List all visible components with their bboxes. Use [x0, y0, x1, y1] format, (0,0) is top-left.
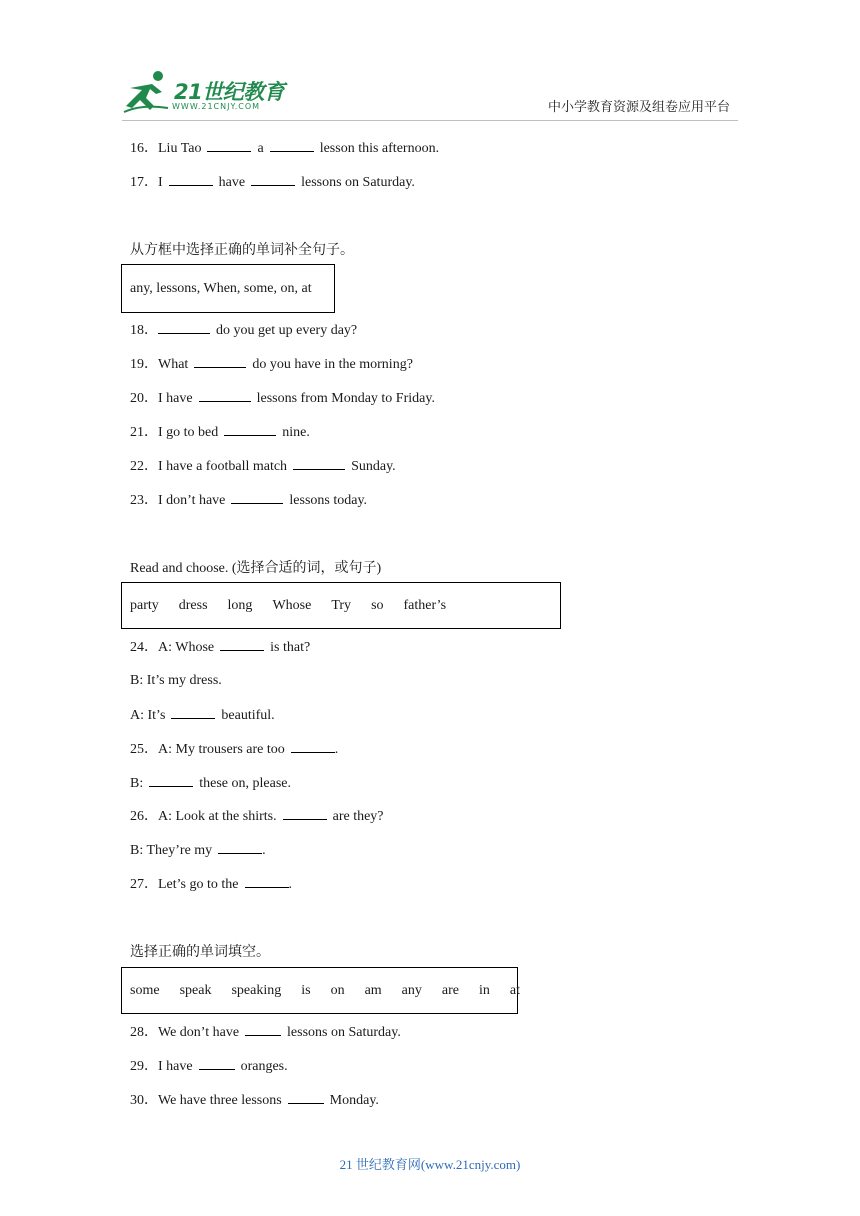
blank[interactable] — [293, 457, 345, 470]
logo-text: 21世纪教育 — [174, 80, 285, 104]
blank[interactable] — [224, 423, 276, 436]
blank[interactable] — [158, 321, 210, 334]
blank[interactable] — [251, 173, 295, 186]
blank[interactable] — [169, 173, 213, 186]
blank[interactable] — [220, 638, 264, 651]
question-30: 30．We have three lessons Monday. — [130, 1093, 379, 1108]
logo-url: WWW.21CNJY.COM — [172, 102, 261, 111]
question-22: 22．I have a football match Sunday. — [130, 459, 396, 474]
page-header — [0, 0, 860, 124]
blank[interactable] — [199, 389, 251, 402]
question-17: 17．I have lessons on Saturday. — [130, 175, 415, 190]
blank[interactable] — [207, 139, 251, 152]
blank[interactable] — [245, 875, 289, 888]
question-28: 28．We don’t have lessons on Saturday. — [130, 1025, 401, 1040]
question-29: 29．I have oranges. — [130, 1059, 288, 1074]
blank[interactable] — [231, 491, 283, 504]
dialogue-line: B: these on, please. — [130, 776, 291, 791]
question-19: 19．What do you have in the morning? — [130, 357, 413, 372]
question-24: 24．A: Whose is that? — [130, 640, 311, 655]
footer-link[interactable]: 21 世纪教育网(www.21cnjy.com) — [339, 1157, 521, 1172]
question-18: 18． do you get up every day? — [130, 323, 358, 338]
section-title: 选择正确的单词填空。 — [130, 944, 270, 960]
blank[interactable] — [194, 355, 246, 368]
blank[interactable] — [149, 774, 193, 787]
word-box: any, lessons, When, some, on, at — [121, 264, 335, 313]
platform-title: 中小学教育资源及组卷应用平台 — [547, 100, 730, 115]
blank[interactable] — [283, 807, 327, 820]
word-box: some speak speaking is on am any are in at — [121, 967, 518, 1014]
section-title: 从方框中选择正确的单词补全句子。 — [130, 242, 354, 258]
blank[interactable] — [288, 1091, 324, 1104]
question-20: 20．I have lessons from Monday to Friday. — [130, 391, 435, 406]
section-title: Read and choose. (选择合适的词，或句子) — [130, 561, 382, 576]
logo — [122, 68, 292, 116]
question-23: 23．I don’t have lessons today. — [130, 493, 368, 508]
blank[interactable] — [245, 1023, 281, 1036]
blank[interactable] — [218, 841, 262, 854]
question-25: 25．A: My trousers are too . — [130, 742, 339, 757]
blank[interactable] — [291, 740, 335, 753]
question-26: 26．A: Look at the shirts. are they? — [130, 809, 384, 824]
question-16: 16．Liu Tao a lesson this afternoon. — [130, 141, 440, 156]
dialogue-line: B: They’re my . — [130, 843, 266, 858]
blank[interactable] — [270, 139, 314, 152]
question-21: 21．I go to bed nine. — [130, 425, 310, 440]
header-divider — [122, 120, 738, 121]
question-27: 27．Let’s go to the . — [130, 877, 292, 892]
dialogue-line: B: It’s my dress. — [130, 673, 222, 688]
dialogue-line: A: It’s beautiful. — [130, 708, 275, 723]
blank[interactable] — [199, 1057, 235, 1070]
blank[interactable] — [171, 706, 215, 719]
runner-logo-icon — [122, 68, 172, 114]
word-box: party dress long Whose Try so father’s — [121, 582, 561, 629]
